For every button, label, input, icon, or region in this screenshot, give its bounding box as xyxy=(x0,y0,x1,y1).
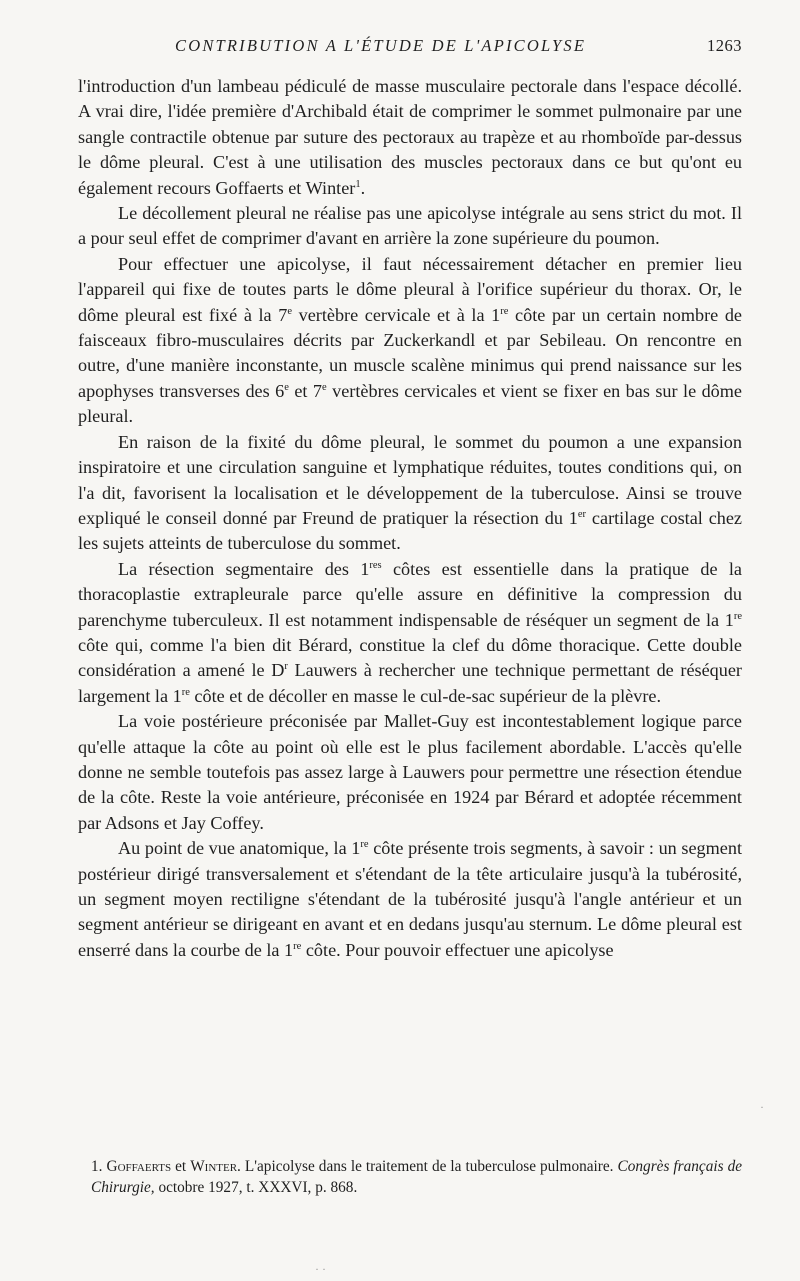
paragraph-6: La voie postérieure préconisée par Mallet-Guy est incontestablement logique parce qu'elle attaque la côte au point où elle est le plus facilement abordable. L'accès qu'elle donne ne semble toutefois pas assez large à Lauwers pour permettre une résection étendue de la côte. Reste la voie antérieure, préconisée en 1924 par Bérard et adoptée récemment par Adsons et Jay Coffey. xyxy=(78,711,742,833)
footnote-ref: 1 xyxy=(355,178,361,190)
print-speck-bottom: · · xyxy=(315,1262,326,1276)
paragraph-3: Pour effectuer une apicolyse, il faut nécessairement détacher en premier lieu l'appareil qui fixe de toutes parts le dôme pleural à l'orifice supérieur du thorax. Or, le dôme pleural est fixé à la 7e vertèbre cervicale et à la 1re côte par un certain nombre de faisceaux fibro-musculaires décrits par Zuckerkandl et par Sebileau. On rencontre en outre, d'une manière inconstante, un muscle scalène minimus qui prend naissance sur les apophyses transverses des 6e et 7e vertèbres cervicales et vient se fixer en bas sur le dôme pleural. xyxy=(78,253,742,427)
page-number: 1263 xyxy=(707,36,742,55)
page xyxy=(78,32,742,963)
paragraph-2: Le décollement pleural ne réalise pas une apicolyse intégrale au sens strict du mot. Il a pour seul effet de comprimer d'avant en arrière la zone supérieure du poumon. xyxy=(78,203,742,249)
footnote-number: 1. xyxy=(91,1158,103,1175)
footnote-journal: Congrès français de Chirurgie, xyxy=(91,1158,743,1196)
article-body xyxy=(78,74,742,963)
footnote-details: octobre 1927, t. XXXVI, p. 868. xyxy=(158,1179,358,1196)
print-speck: · xyxy=(760,1100,764,1114)
paragraph-7: Au point de vue anatomique, la 1re côte présente trois segments, à savoir : un segment postérieur dirigé transversalement et s'étendant de la tête articulaire jusqu'à la tubérosité, un segment moyen rectiligne s'étendant de la tubérosité jusqu'à l'angle antérieur et un segment antérieur se dirigeant en avant et en dedans jusqu'au sternum. Le dôme pleural est enserré dans la courbe de la 1re côte. Pour pouvoir effectuer une apicolyse xyxy=(78,838,743,960)
running-header xyxy=(78,32,742,62)
footnote-title: L'apicolyse dans le traitement de la tuberculose pulmonaire. xyxy=(244,1158,614,1175)
paragraph-5: La résection segmentaire des 1res côtes est essentielle dans la pratique de la thoracoplastie extrapleurale parce qu'elle assure en définitive la compression du parenchyme tuberculeux. Il est notamment indispensable de réséquer un segment de la 1re côte qui, comme l'a bien dit Bérard, constitue la clef du dôme thoracique. Cette double considération a amené le $D^r$ Lauwers à rechercher une technique permettant de réséquer largement la 1re côte et de décoller en masse le cul-de-sac supérieur de la plèvre. xyxy=(78,558,743,706)
footnote-author-2: Winter. xyxy=(190,1158,241,1175)
footnote: 1. Goffaerts et Winter. L'apicolyse dans le traitement de la tuberculose pulmonaire. Congrès français de Chirurgie, octobre 1927, t. XXXVI, p. 868. xyxy=(91,1158,743,1196)
paragraph-1: l'introduction d'un lambeau pédiculé de masse musculaire pectorale dans l'espace décollé. A vrai dire, l'idée première d'Archibald était de comprimer le sommet pulmonaire par une sangle contractile obtenue par suture des pectoraux au trapèze et au rhomboïde par-dessus le dôme pleural. C'est à une utilisation des muscles pectoraux dans ce but qu'ont eu également recours Goffaerts et Winter$^1$. xyxy=(78,76,742,198)
running-title: CONTRIBUTION A L'ÉTUDE DE L'APICOLYSE xyxy=(175,36,587,55)
footnote-author-1: Goffaerts xyxy=(106,1158,172,1175)
paragraph-4: En raison de la fixité du dôme pleural, le sommet du poumon a une expansion inspiratoire et une circulation sanguine et lymphatique réduites, toutes conditions qui, on l'a dit, favorisent la localisation et le développement de la tuberculose. Ainsi se trouve expliqué le conseil donné par Freund de pratiquer la résection du 1er cartilage costal chez les sujets atteints de tuberculose du sommet. xyxy=(78,431,743,554)
